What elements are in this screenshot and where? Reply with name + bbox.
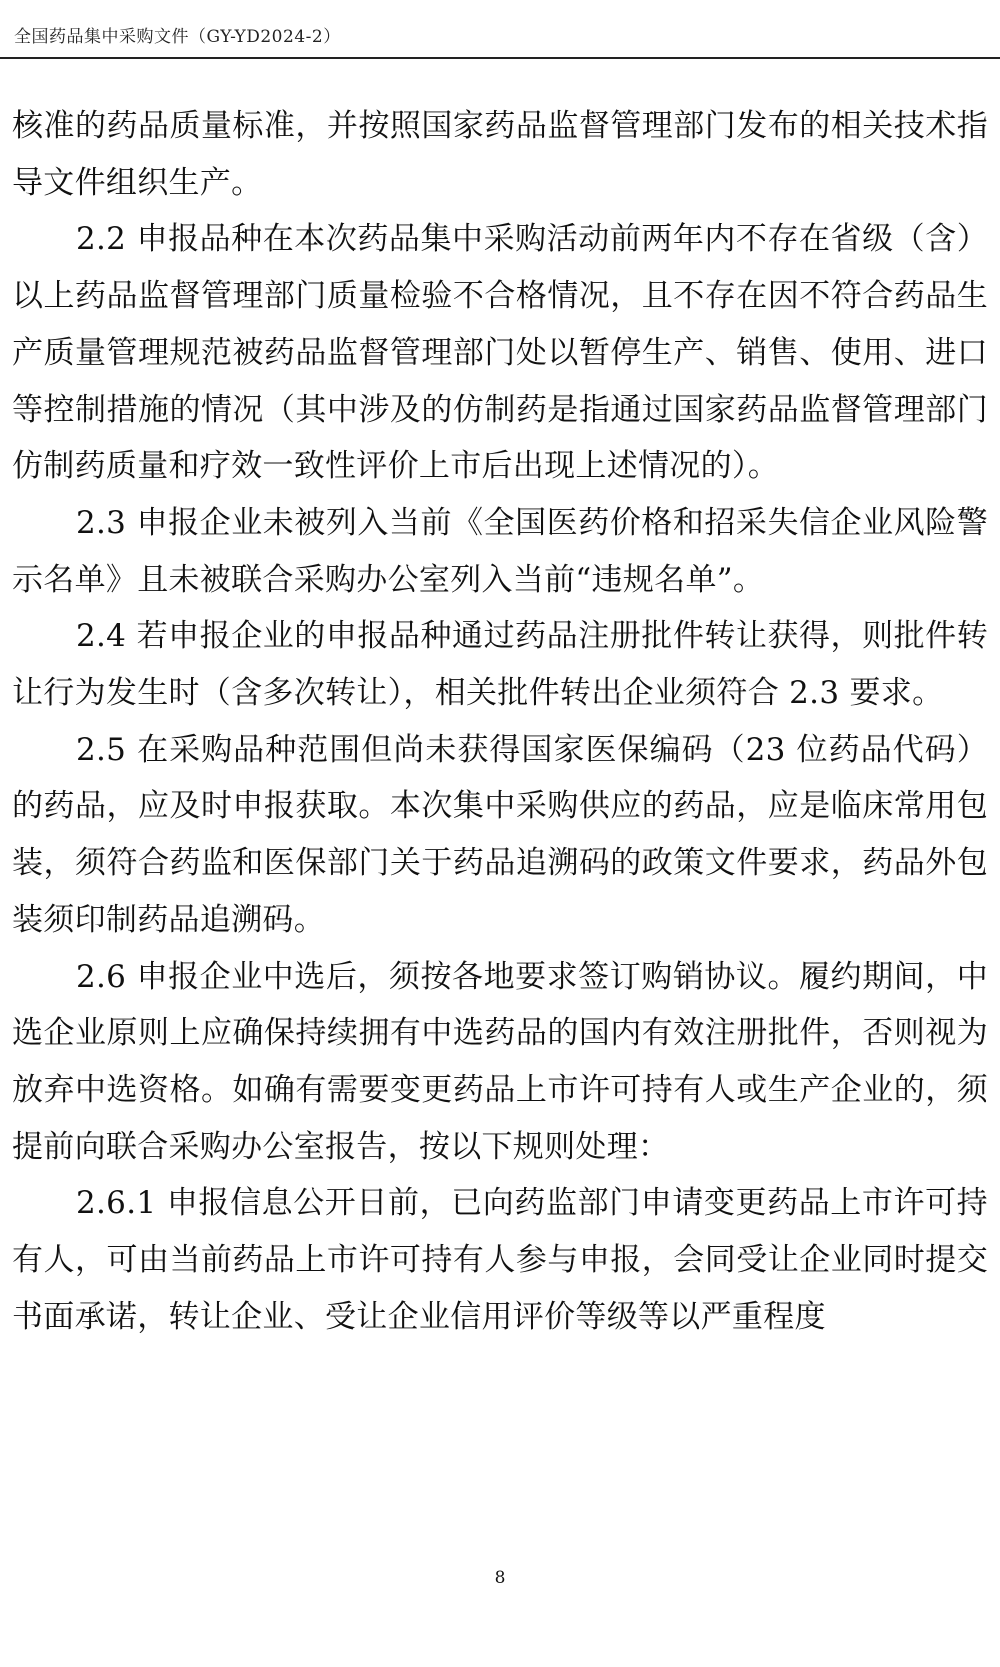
paragraph-2-6: 2.6 申报企业中选后，须按各地要求签订购销协议。履约期间，中选企业原则上应确保持续拥有中选药品的国内有效注册批件，否则视为放弃中选资格。如确有需要变更药品上市许可持有人或生产企业的，须提前向联合采购办公室报告，按以下规则处理： [12,958,988,1165]
paragraph-2-3: 2.3 申报企业未被列入当前《全国医药价格和招采失信企业风险警示名单》且未被联合采购办公室列入当前“违规名单”。 [12,504,988,598]
paragraph-2-6-1: 2.6.1 申报信息公开日前，已向药监部门申请变更药品上市许可持有人，可由当前药品上市许可持有人参与申报，会同受让企业同时提交书面承诺，转让企业、受让企业信用评价等级等以严重程度 [12,1185,988,1335]
document-body [12,98,988,1345]
paragraph-2-4: 2.4 若申报企业的申报品种通过药品注册批件转让获得，则批件转让行为发生时（含多次转让），相关批件转出企业须符合 2.3 要求。 [12,618,988,712]
paragraph-2-5: 2.5 在采购品种范围但尚未获得国家医保编码（23 位药品代码）的药品，应及时申报获取。本次集中采购供应的药品，应是临床常用包装，须符合药监和医保部门关于药品追溯码的政策文件要求，药品外包装须印制药品追溯码。 [12,731,988,938]
document-header: 全国药品集中采购文件（GY-YD2024-2） [14,27,341,47]
header-rule [0,57,1000,59]
page-number: 8 [494,1568,506,1588]
paragraph-2-2: 2.2 申报品种在本次药品集中采购活动前两年内不存在省级（含）以上药品监督管理部门质量检验不合格情况，且不存在因不符合药品生产质量管理规范被药品监督管理部门处以暂停生产、销售、使用、进口等控制措施的情况（其中涉及的仿制药是指通过国家药品监督管理部门仿制药质量和疗效一致性评价上市后出现上述情况的）。 [12,221,988,485]
paragraph-continued: 核准的药品质量标准，并按照国家药品监督管理部门发布的相关技术指导文件组织生产。 [12,108,988,201]
